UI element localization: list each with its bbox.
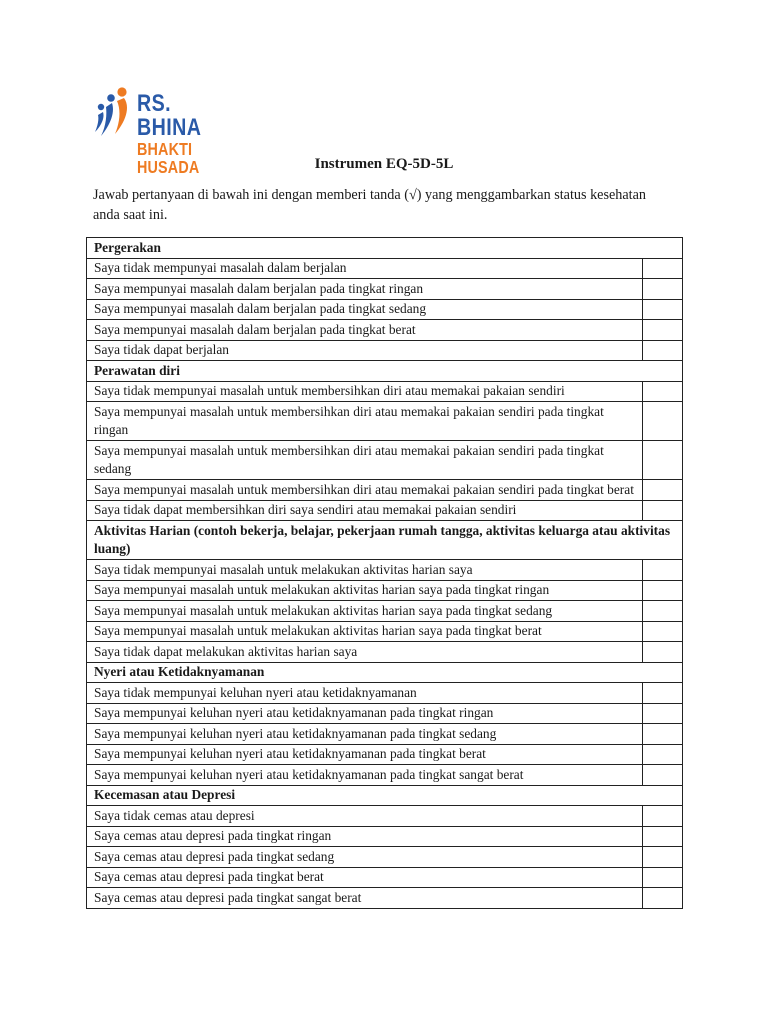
question-row: [87, 258, 683, 279]
check-box[interactable]: [643, 258, 683, 279]
check-box[interactable]: [643, 724, 683, 745]
question-row: [87, 580, 683, 601]
question-row: [87, 299, 683, 320]
question-text: Saya mempunyai masalah dalam berjalan pada tingkat sedang: [87, 299, 643, 320]
check-box[interactable]: [643, 867, 683, 888]
question-row: [87, 744, 683, 765]
question-row: [87, 601, 683, 622]
question-row: [87, 642, 683, 663]
section-heading: Kecemasan atau Depresi: [87, 785, 683, 806]
questionnaire-body: [87, 238, 683, 909]
question-row: [87, 806, 683, 827]
section-heading: Perawatan diri: [87, 361, 683, 382]
logo-line1: RS. BHINA: [137, 90, 202, 141]
section-header-row: [87, 662, 683, 683]
question-row: [87, 381, 683, 402]
check-box[interactable]: [643, 480, 683, 501]
check-box[interactable]: [643, 847, 683, 868]
check-box[interactable]: [643, 744, 683, 765]
question-text: Saya cemas atau depresi pada tingkat ringan: [87, 826, 643, 847]
hospital-logo: [93, 86, 253, 177]
instruction-text: Jawab pertanyaan di bawah ini dengan memberi tanda (√) yang menggambarkan status kesehatan anda saat ini.: [93, 187, 647, 223]
section-heading: Aktivitas Harian (contoh bekerja, belajar, pekerjaan rumah tangga, aktivitas keluarga atau aktivitas luang): [87, 521, 683, 560]
people-figures-logo-icon: [93, 86, 137, 142]
check-box[interactable]: [643, 279, 683, 300]
question-row: [87, 765, 683, 786]
check-box[interactable]: [643, 765, 683, 786]
question-text: Saya tidak dapat melakukan aktivitas harian saya: [87, 642, 643, 663]
question-text: Saya mempunyai keluhan nyeri atau ketidaknyamanan pada tingkat berat: [87, 744, 643, 765]
question-row: [87, 826, 683, 847]
section-header-row: [87, 785, 683, 806]
question-text: Saya tidak mempunyai masalah untuk melakukan aktivitas harian saya: [87, 560, 643, 581]
question-text: Saya tidak mempunyai keluhan nyeri atau ketidaknyamanan: [87, 683, 643, 704]
question-row: [87, 480, 683, 501]
check-box[interactable]: [643, 402, 683, 441]
question-text: Saya mempunyai masalah untuk melakukan aktivitas harian saya pada tingkat berat: [87, 621, 643, 642]
question-row: [87, 402, 683, 441]
question-row: [87, 340, 683, 361]
check-box[interactable]: [643, 621, 683, 642]
question-row: [87, 621, 683, 642]
check-box[interactable]: [643, 320, 683, 341]
question-row: [87, 441, 683, 480]
question-text: Saya cemas atau depresi pada tingkat sedang: [87, 847, 643, 868]
question-text: Saya mempunyai keluhan nyeri atau ketidaknyamanan pada tingkat ringan: [87, 703, 643, 724]
question-text: Saya cemas atau depresi pada tingkat berat: [87, 867, 643, 888]
check-box[interactable]: [643, 888, 683, 909]
section-header-row: [87, 361, 683, 382]
question-text: Saya mempunyai masalah untuk membersihkan diri atau memakai pakaian sendiri pada tingkat berat: [87, 480, 643, 501]
question-text: Saya tidak dapat berjalan: [87, 340, 643, 361]
question-row: [87, 867, 683, 888]
check-box[interactable]: [643, 500, 683, 521]
question-text: Saya mempunyai keluhan nyeri atau ketidaknyamanan pada tingkat sangat berat: [87, 765, 643, 786]
question-row: [87, 703, 683, 724]
check-box[interactable]: [643, 340, 683, 361]
section-header-row: [87, 238, 683, 259]
document-title: Instrumen EQ-5D-5L: [314, 156, 454, 172]
section-heading: Pergerakan: [87, 238, 683, 259]
check-box[interactable]: [643, 299, 683, 320]
check-box[interactable]: [643, 580, 683, 601]
check-box[interactable]: [643, 381, 683, 402]
question-text: Saya mempunyai masalah dalam berjalan pada tingkat ringan: [87, 279, 643, 300]
check-box[interactable]: [643, 560, 683, 581]
question-text: Saya tidak mempunyai masalah untuk membersihkan diri atau memakai pakaian sendiri: [87, 381, 643, 402]
questionnaire-table: [86, 237, 683, 909]
question-row: [87, 888, 683, 909]
section-heading: Nyeri atau Ketidaknyamanan: [87, 662, 683, 683]
question-row: [87, 320, 683, 341]
question-text: Saya tidak dapat membersihkan diri saya sendiri atau memakai pakaian sendiri: [87, 500, 643, 521]
check-box[interactable]: [643, 601, 683, 622]
question-text: Saya mempunyai masalah dalam berjalan pada tingkat berat: [87, 320, 643, 341]
question-row: [87, 847, 683, 868]
check-box[interactable]: [643, 826, 683, 847]
question-row: [87, 279, 683, 300]
question-text: Saya mempunyai masalah untuk membersihkan diri atau memakai pakaian sendiri pada tingkat sedang: [87, 441, 643, 480]
check-box[interactable]: [643, 683, 683, 704]
check-box[interactable]: [643, 703, 683, 724]
check-box[interactable]: [643, 806, 683, 827]
question-text: Saya mempunyai masalah untuk melakukan aktivitas harian saya pada tingkat ringan: [87, 580, 643, 601]
question-text: Saya mempunyai masalah untuk melakukan aktivitas harian saya pada tingkat sedang: [87, 601, 643, 622]
question-text: Saya tidak mempunyai masalah dalam berjalan: [87, 258, 643, 279]
logo-line2: BHAKTI HUSADA: [137, 139, 200, 177]
question-row: [87, 683, 683, 704]
question-row: [87, 560, 683, 581]
question-text: Saya mempunyai keluhan nyeri atau ketidaknyamanan pada tingkat sedang: [87, 724, 643, 745]
check-box[interactable]: [643, 642, 683, 663]
section-header-row: [87, 521, 683, 560]
question-text: Saya tidak cemas atau depresi: [87, 806, 643, 827]
check-box[interactable]: [643, 441, 683, 480]
question-row: [87, 500, 683, 521]
question-text: Saya cemas atau depresi pada tingkat sangat berat: [87, 888, 643, 909]
question-row: [87, 724, 683, 745]
question-text: Saya mempunyai masalah untuk membersihkan diri atau memakai pakaian sendiri pada tingkat ringan: [87, 402, 643, 441]
